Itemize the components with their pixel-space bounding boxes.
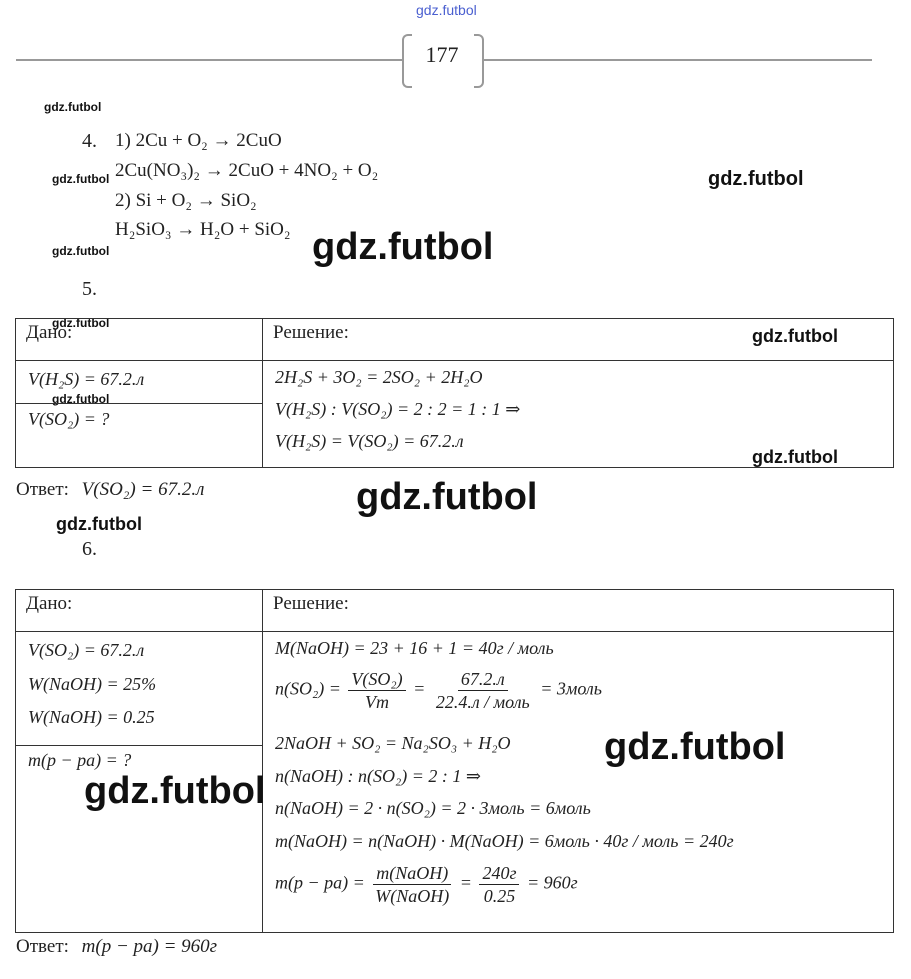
watermark: gdz.futbol [56,514,142,534]
watermark-large: gdz.futbol [84,770,266,812]
given-unknown [16,404,262,467]
task-4-line: H₂SiO₃ → H₂O + SiO₂ [115,219,291,240]
denominator: Vm [365,692,390,712]
equals: = [459,872,472,893]
solution-line: m(NaOH) = n(NaOH) · M(NaOH) = 6моль · 40г / моль = 240г [275,831,734,851]
solution-line: 2NaOH + SO₂ = Na₂SO₃ + H₂O [275,733,511,753]
task-4-line: 2) Si + O₂ → SiO₂ [115,190,257,211]
watermark: gdz.futbol [708,168,804,190]
denominator: W(NaOH) [375,886,450,906]
numerator: 240г [479,862,519,885]
watermark-large: gdz.futbol [356,476,538,518]
given-cell [16,361,263,468]
answer-value: m(p − pa) = 960г [81,936,218,957]
solution-line: 2H₂S + 3O₂ = 2SO₂ + 2H₂O [275,367,483,387]
given-value: V(SO₂) = 67.2.л [28,640,145,660]
solution-line-fraction [275,862,578,907]
given-known [16,361,262,404]
given-value: W(NaOH) = 25% [28,674,157,694]
solution-line-fraction [275,668,602,713]
given-known [16,632,262,746]
given-header-cell [16,319,263,361]
task-5-number: 5. [82,278,97,300]
given-header: Дано: [26,322,73,343]
task-4-number: 4. [82,130,97,152]
header-rule-right [484,59,872,61]
given-header: Дано: [26,593,73,614]
solution-cell [263,632,894,933]
given-header-cell [16,590,263,632]
solution-header: Решение: [273,322,349,343]
fraction [372,862,452,907]
task-5-table [15,318,894,468]
answer-label: Ответ: [16,479,69,500]
solution-line: V(H₂S) : V(SO₂) = 2 : 2 = 1 : 1 ⇒ [275,399,521,419]
watermark: gdz.futbol [752,447,838,467]
task-6-answer [16,936,217,958]
task-5-answer [16,479,204,501]
formula-left: m(p − pa) = [275,872,365,893]
fraction [348,668,405,713]
numerator: 67.2.л [458,668,508,691]
given-value: V(SO₂) = ? [28,409,110,429]
given-value: W(NaOH) = 0.25 [28,707,155,727]
page-number-bracket-right [474,34,484,88]
numerator: m(NaOH) [373,862,451,885]
numerator: V(SO₂) [348,668,405,691]
page-number: 177 [425,42,459,67]
watermark: gdz.futbol [52,172,110,186]
solution-line: V(H₂S) = V(SO₂) = 67.2.л [275,431,464,451]
fraction [433,668,533,713]
task-4-line: 2Cu(NO₃)₂ → 2CuO + 4NO₂ + O₂ [115,160,379,181]
solution-line: n(NaOH) = 2 · n(SO₂) = 2 · 3моль = 6моль [275,798,591,818]
watermark: gdz.futbol [52,316,110,330]
denominator: 0.25 [483,886,516,906]
solution-line: M(NaOH) = 23 + 16 + 1 = 40г / моль [275,638,554,658]
watermark: gdz.futbol [52,392,110,406]
site-watermark-top[interactable]: gdz.futbol [416,2,477,18]
solution-cell [263,361,894,468]
answer-value: V(SO₂) = 67.2.л [81,479,205,500]
given-value: V(H₂S) = 67.2.л [28,369,145,389]
task-6-number: 6. [82,538,97,560]
task-4-line: 1) 2Cu + O₂ → 2CuO [115,130,282,151]
watermark-large: gdz.futbol [604,726,786,768]
equals: = [413,678,426,699]
formula-right: = 3моль [540,678,602,699]
solution-line: n(NaOH) : n(SO₂) = 2 : 1 ⇒ [275,766,481,786]
watermark: gdz.futbol [52,244,110,258]
watermark-large: gdz.futbol [312,226,494,268]
solution-header-cell [263,319,894,361]
solution-header: Решение: [273,593,349,614]
watermark: gdz.futbol [44,100,102,114]
fraction [479,862,519,907]
formula-right: = 960г [526,872,578,893]
denominator: 22.4.л / моль [435,692,530,712]
watermark: gdz.futbol [752,326,838,346]
header-rule-left [16,59,402,61]
formula-left: n(SO₂) = [275,678,341,699]
given-value: m(p − pa) = ? [28,750,132,770]
answer-label: Ответ: [16,936,69,957]
solution-header-cell [263,590,894,632]
